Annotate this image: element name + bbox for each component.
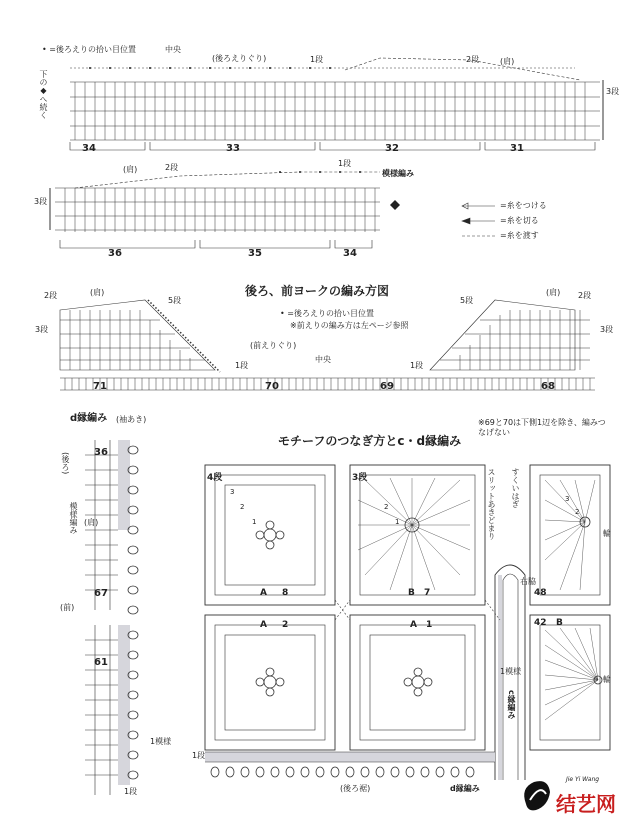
joining-title: モチーフのつなぎ方とc・d縁編み	[278, 434, 462, 448]
watermark-logo	[518, 774, 628, 818]
round-number: 1	[252, 518, 257, 526]
motif-number: 35	[248, 248, 262, 259]
motif-id: 8	[282, 588, 289, 598]
continue-below-label: 下の◆へ続く	[39, 70, 48, 119]
motif-number: 34	[343, 248, 357, 259]
shoulder-label-2: (肩)	[123, 165, 138, 174]
row2-label-top: 2段	[466, 55, 480, 64]
motif-number: 31	[510, 143, 524, 154]
round-number: 2	[384, 503, 389, 511]
joining-note: ※69と70は下側1辺を除き、編みつなげない	[478, 418, 606, 438]
pattern-label-d: 模様編み	[69, 502, 78, 534]
round-number: 2	[575, 508, 580, 516]
motif-number: 68	[541, 381, 555, 392]
motif-number: 36	[108, 248, 122, 259]
d-edge-title: d縁編み	[70, 413, 108, 424]
sew-label: すくいはぎ	[511, 468, 520, 508]
row1-label-top: 1段	[310, 55, 324, 64]
yoke-title: 後ろ、前ヨークの編み方図	[245, 284, 390, 298]
yoke-note-2: ※前えりの編み方は左ページ参照	[290, 321, 409, 330]
legend-attach: =糸をつける	[500, 201, 547, 210]
row5-label-yoke-right: 5段	[460, 296, 474, 305]
slit-label: スリットあきどまり	[487, 468, 496, 540]
d-edge-bottom-label: d縁編み	[450, 784, 480, 793]
motif-number: 71	[93, 381, 107, 392]
shoulder-label-top: (肩)	[500, 57, 515, 66]
pattern-stitch-label: 模様編み	[382, 169, 414, 178]
round-number: 3	[565, 495, 570, 503]
shoulder-label-yoke-right: (肩)	[546, 288, 561, 297]
motif-letter: B	[556, 618, 563, 628]
row1-label-d: 1段	[124, 787, 138, 796]
motif-letter: B	[408, 588, 415, 598]
row2-label-yoke-right: 2段	[578, 291, 592, 300]
motif-number: 34	[82, 143, 96, 154]
yoke-note-1: • =後ろえりの拾い目位置	[280, 309, 374, 318]
watermark-brand: 结艺网	[556, 792, 616, 816]
round-number: 1	[395, 518, 400, 526]
motif-number: 69	[380, 381, 394, 392]
back-label: (後ろ)	[61, 452, 70, 475]
row3-label-top: 3段	[606, 87, 620, 96]
ring-label-2: 輪	[603, 675, 611, 684]
row1-label-yoke-right: 1段	[410, 361, 424, 370]
shoulder-label-d: (肩)	[84, 518, 99, 527]
one-pattern-label-d: 1模様	[150, 737, 172, 746]
row1-label-yoke-left: 1段	[235, 361, 249, 370]
row1-label-joining: 1段	[192, 751, 206, 760]
back-neck-label: (後ろえりぐり)	[212, 54, 267, 63]
motif-number: 32	[385, 143, 399, 154]
center-label-yoke: 中央	[315, 355, 331, 364]
motif-number: 36	[94, 447, 108, 458]
shoulder-label-yoke-left: (肩)	[90, 288, 105, 297]
back-hem-label: (後ろ裾)	[340, 784, 371, 793]
neck-pickup-legend: • =後ろえりの拾い目位置	[42, 45, 136, 54]
motif-id: 2	[282, 620, 289, 630]
c-edge-label: c縁編み	[507, 690, 516, 719]
motif-round-label: 4段	[207, 473, 223, 483]
row2-label-yoke-left: 2段	[44, 291, 58, 300]
one-pattern-label-c: 1模様	[500, 667, 522, 676]
round-number: 2	[240, 503, 245, 511]
motif-letter: A	[260, 588, 267, 598]
row3-label-yoke-right: 3段	[600, 325, 614, 334]
row3-label-2: 3段	[34, 197, 48, 206]
row1-label-2: 1段	[338, 159, 352, 168]
motif-id: 48	[534, 588, 547, 598]
motif-number: 33	[226, 143, 240, 154]
motif-letter: A	[410, 620, 417, 630]
front-neck-label: (前えりぐり)	[250, 341, 297, 350]
row3-label-yoke-left: 3段	[35, 325, 49, 334]
motif-id: 1	[426, 620, 433, 630]
legend-pass: =糸を渡す	[500, 231, 539, 240]
motif-round-label: 3段	[352, 473, 368, 483]
ring-label-1: 輪	[603, 529, 611, 538]
motif-id: 7	[424, 588, 431, 598]
center-label-top: 中央	[165, 45, 181, 54]
motif-id: 42	[534, 618, 547, 628]
legend-cut: =糸を切る	[500, 216, 539, 225]
motif-number: 70	[265, 381, 279, 392]
right-side-label: 右脇	[520, 577, 536, 586]
front-label: (前)	[60, 603, 75, 612]
sleeve-opening-label: (袖あき)	[116, 415, 147, 424]
motif-number: 67	[94, 588, 108, 599]
round-number: 3	[230, 488, 235, 496]
motif-number: 61	[94, 657, 108, 668]
motif-letter: A	[260, 620, 267, 630]
row5-label-yoke-left: 5段	[168, 296, 182, 305]
watermark-sub: Jie Yi Wang	[566, 776, 600, 783]
row2-label-2: 2段	[165, 163, 179, 172]
